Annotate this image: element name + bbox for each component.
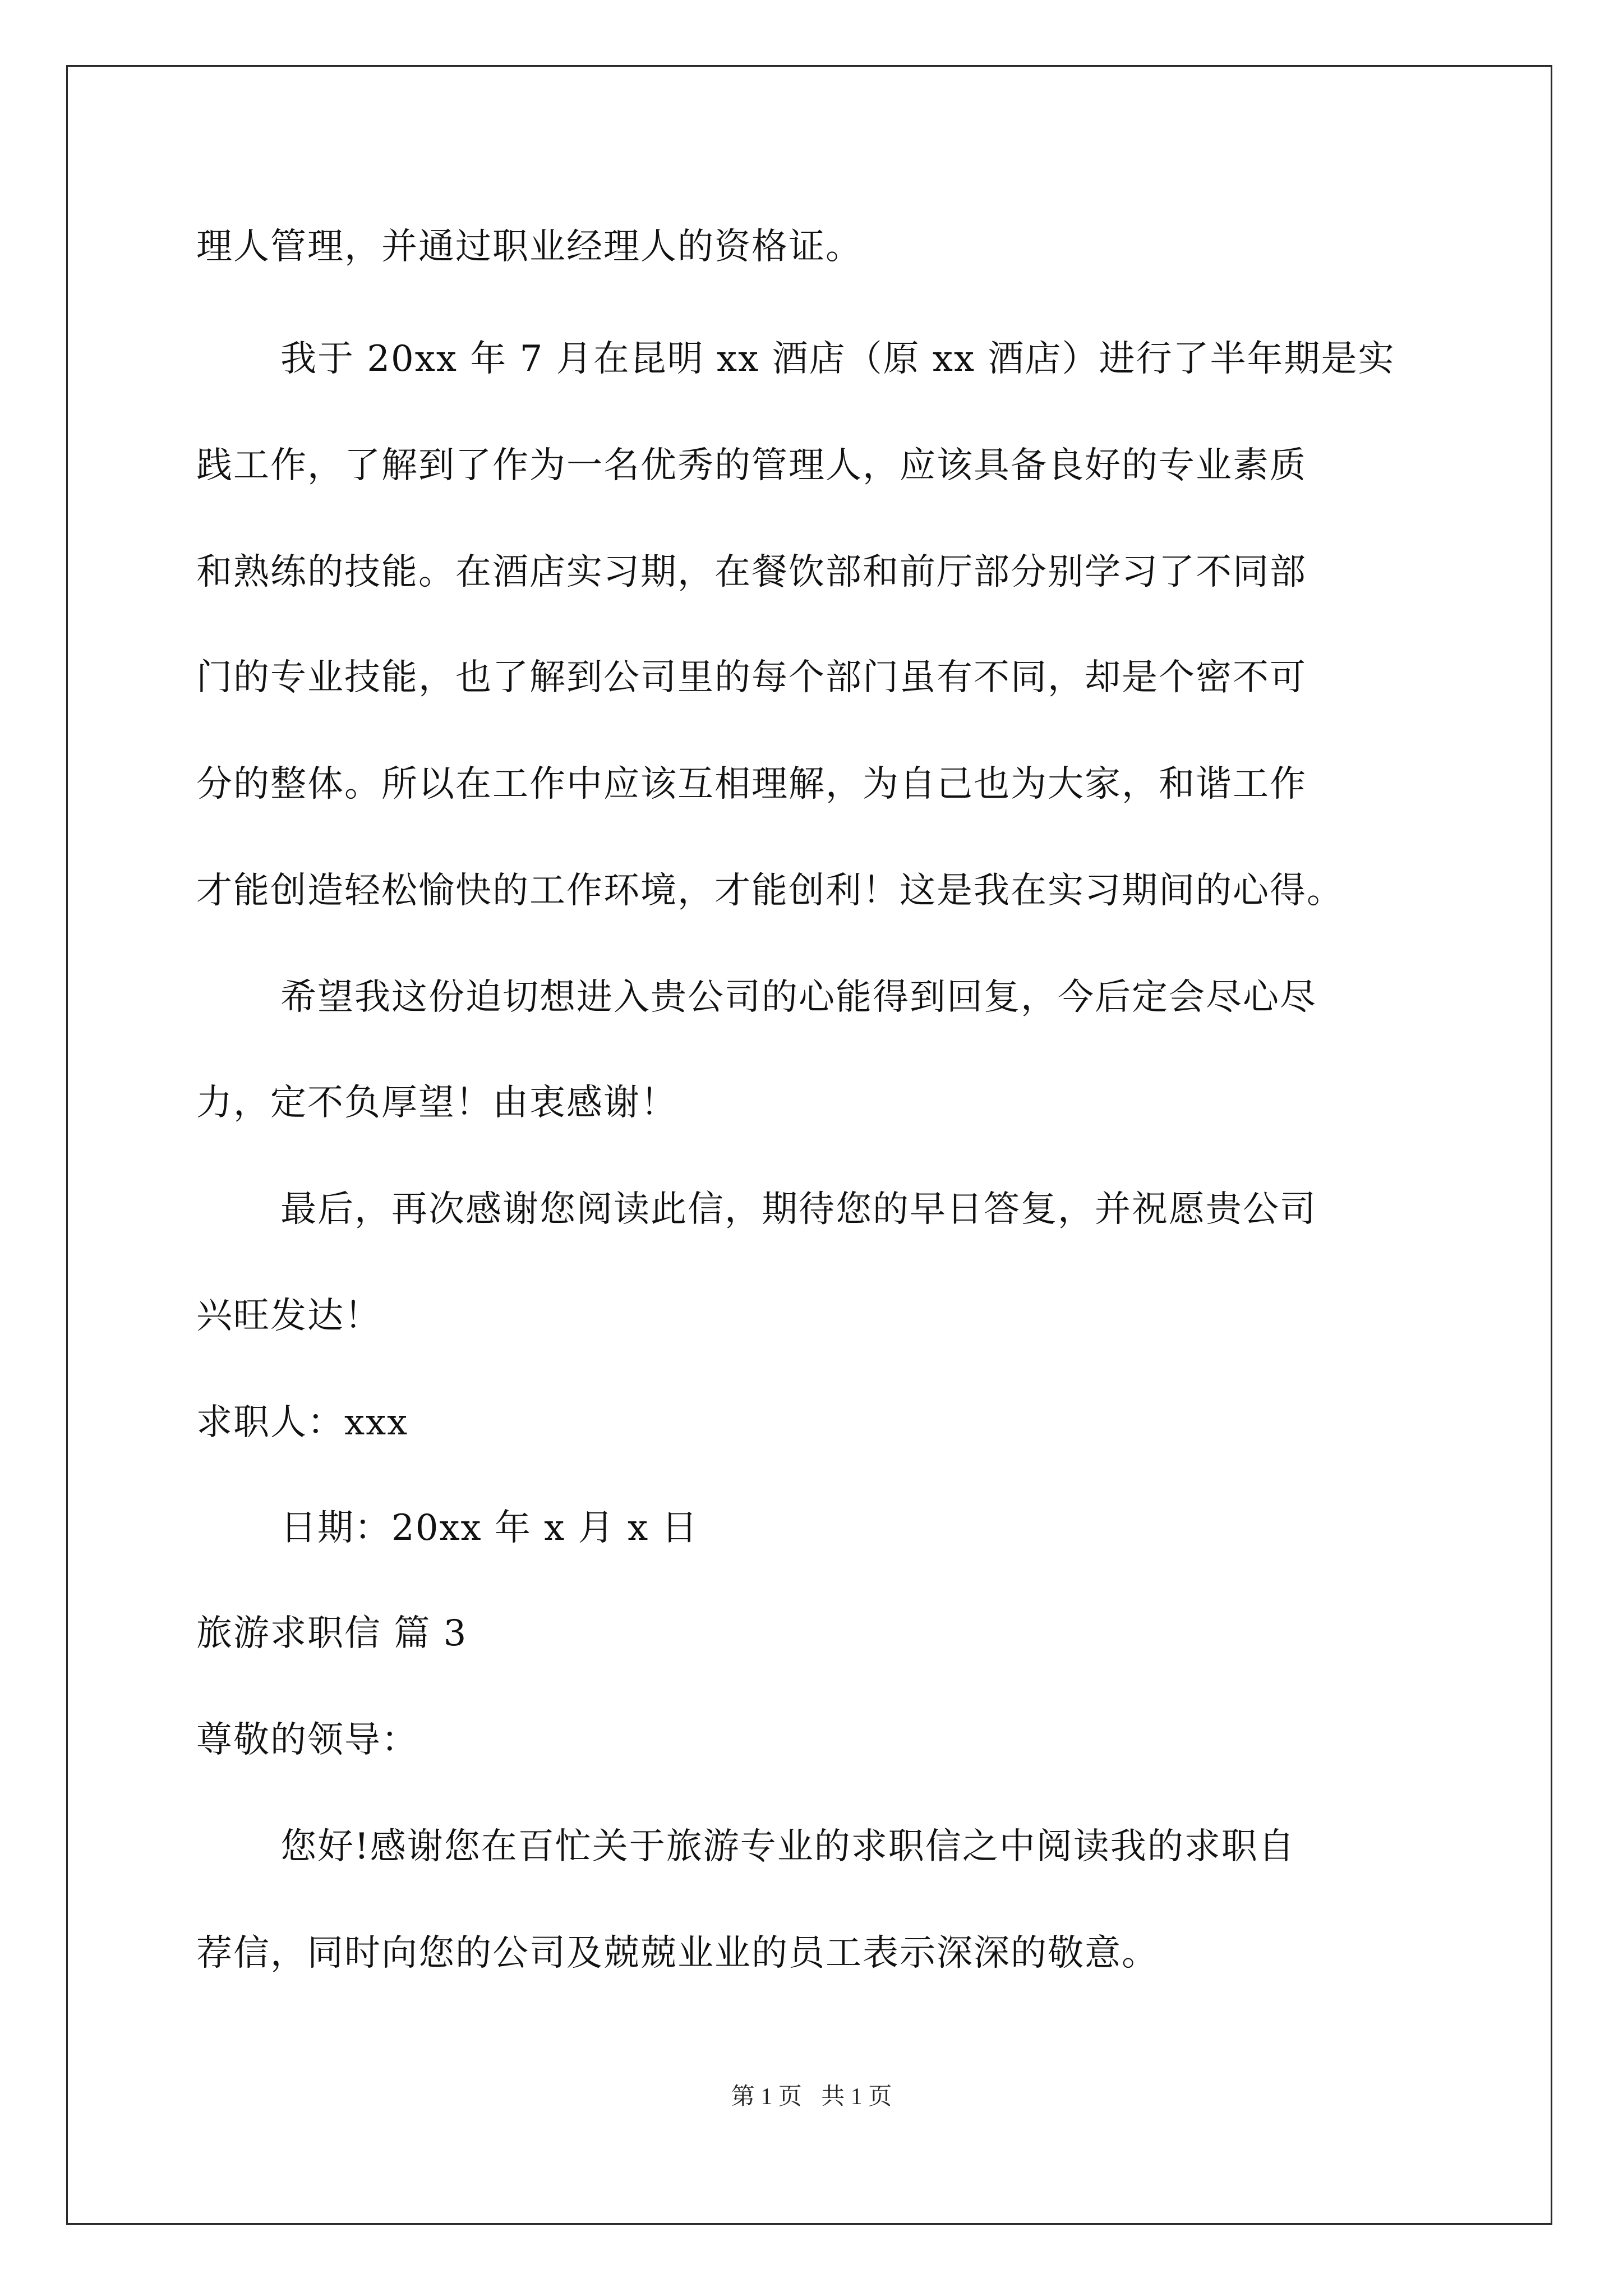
page-footer	[0, 2080, 1623, 2114]
paragraph-line: 力，定不负厚望！由衷感谢！	[196, 1082, 677, 1124]
paragraph-line: 分的整体。所以在工作中应该互相理解，为自己也为大家，和谐工作	[196, 763, 1307, 805]
paragraph-line: 兴旺发达！	[196, 1295, 381, 1337]
paragraph-line: 门的专业技能，也了解到公司里的每个部门虽有不同，却是个密不可	[196, 657, 1307, 698]
date-line: 日期：20xx 年 x 月 x 日	[280, 1507, 699, 1549]
paragraph-line: 才能创造轻松愉快的工作环境，才能创利！这是我在实习期间的心得。	[196, 870, 1344, 912]
section-heading: 旅游求职信 篇 3	[196, 1613, 468, 1654]
paragraph-line: 荐信，同时向您的公司及兢兢业业的员工表示深深的敬意。	[196, 1932, 1159, 1974]
paragraph-line: 我于 20xx 年 7 月在昆明 xx 酒店（原 xx 酒店）进行了半年期是实	[280, 338, 1395, 380]
page-border	[66, 65, 1552, 2225]
salutation-line: 尊敬的领导：	[196, 1719, 418, 1761]
page-number: 第 1 页	[731, 2084, 802, 2110]
paragraph-line: 最后，再次感谢您阅读此信，期待您的早日答复，并祝愿贵公司	[280, 1189, 1317, 1230]
signature-line: 求职人：xxx	[196, 1402, 409, 1443]
paragraph-line: 理人管理，并通过职业经理人的资格证。	[196, 226, 863, 268]
paragraph-line: 践工作，了解到了作为一名优秀的管理人，应该具备良好的专业素质	[196, 445, 1307, 486]
paragraph-line: 您好!感谢您在百忙关于旅游专业的求职信之中阅读我的求职自	[280, 1826, 1295, 1867]
page-total: 共 1 页	[821, 2084, 892, 2110]
paragraph-line: 希望我这份迫切想进入贵公司的心能得到回复，今后定会尽心尽	[280, 977, 1317, 1018]
paragraph-line: 和熟练的技能。在酒店实习期，在餐饮部和前厅部分别学习了不同部	[196, 551, 1307, 593]
